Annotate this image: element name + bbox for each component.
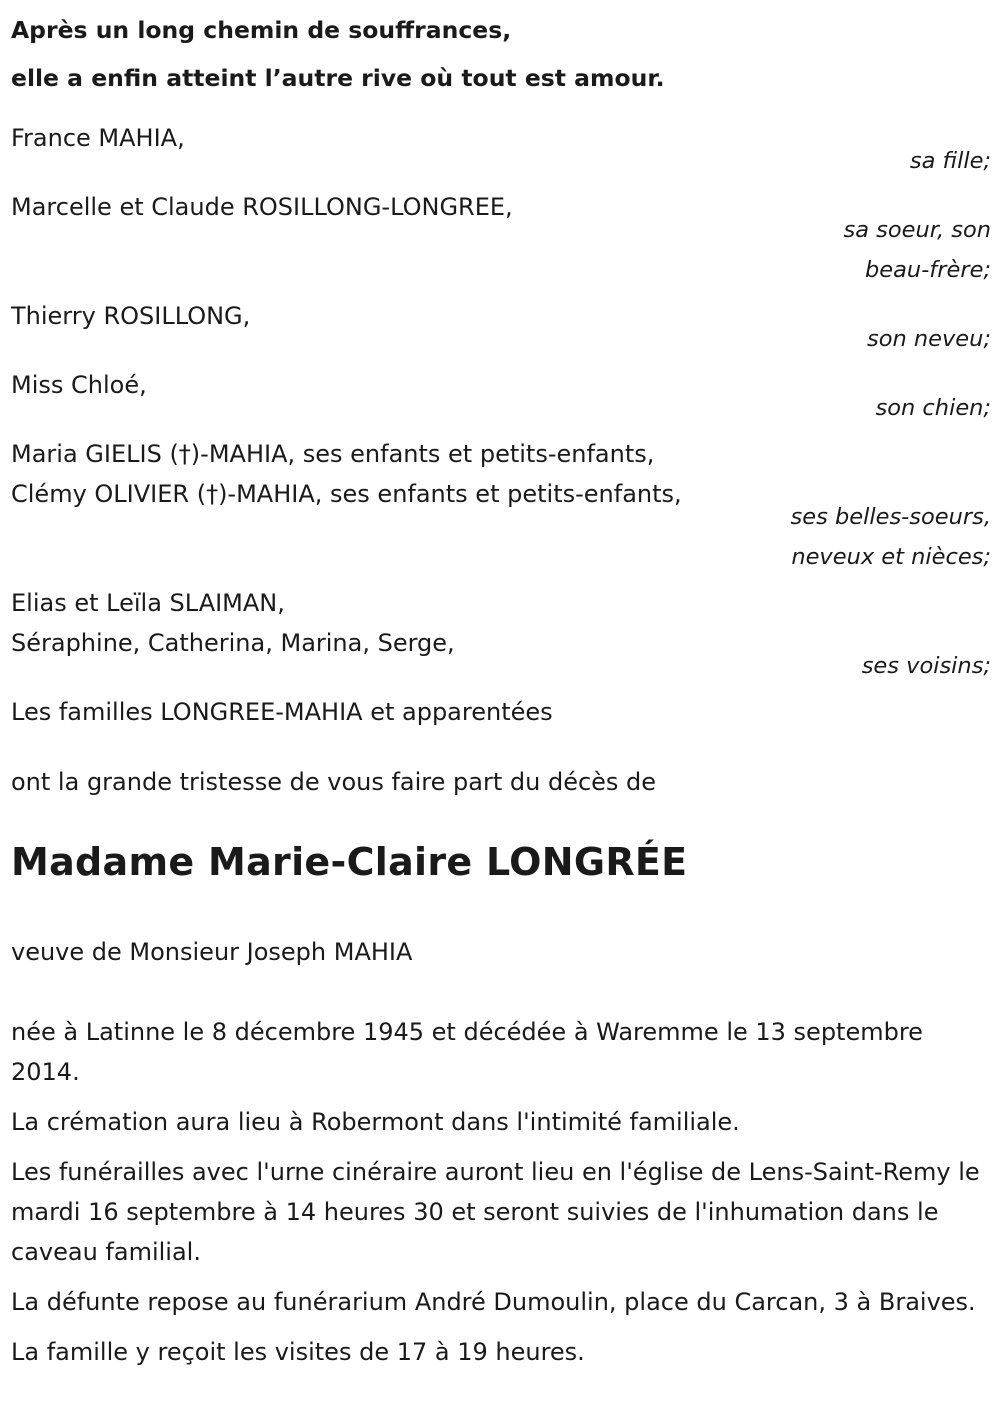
funeral-info: Les funérailles avec l'urne cinéraire auront lieu en l'église de Lens-Saint-Remy le mardi 16 septembre à 14 heures 30 et seront suivies de l'inhumation dans le caveau familial. [11,1158,980,1266]
mourner-name: Elias et Leïla SLAIMAN, [11,589,285,617]
mourner-name: Clémy OLIVIER (†)-MAHIA, ses enfants et petits-enfants, [11,480,682,508]
mourner-name: Les familles LONGREE-MAHIA et apparentées [11,698,553,726]
relation-line: son neveu; [866,326,991,352]
relation-line: ses voisins; [861,653,991,679]
mourner-name: Thierry ROSILLONG, [11,302,251,330]
relation-line: neveux et nièces; [791,544,991,570]
epigraph-line-2: elle a enfin atteint l’autre rive où tout est amour. [11,64,665,92]
deceased-name: Madame Marie-Claire LONGRÉE [11,840,688,884]
birth-death-dates: née à Latinne le 8 décembre 1945 et décédée à Waremme le 13 septembre 2014. [11,1018,923,1086]
epigraph-line-1: Après un long chemin de souffrances, [11,16,512,44]
mourners-list [11,118,991,732]
mourner-relation [11,388,991,428]
relation-line: sa soeur, son [843,217,991,243]
mourner-name: Séraphine, Catherina, Marina, Serge, [11,629,455,657]
mourner-group-sister [11,187,991,290]
mourner-group-dog [11,365,991,428]
visiting-hours: La famille y reçoit les visites de 17 à 19 heures. [11,1338,585,1366]
relation-line: son chien; [875,395,991,421]
mourner-group-daughter [11,118,991,181]
mourner-group-neighbours [11,583,991,686]
mourner-name: Maria GIELIS (†)-MAHIA, ses enfants et petits-enfants, [11,440,655,468]
cremation-info: La crémation aura lieu à Robermont dans l'intimité familiale. [11,1108,740,1136]
epigraph [11,6,991,102]
mourner-group-nephew [11,296,991,359]
mourner-name: France MAHIA, [11,124,185,152]
relation-line: ses belles-soeurs, [790,504,991,530]
obituary-notice [11,6,991,1382]
mourner-name: Miss Chloé, [11,371,147,399]
mourner-group-families [11,692,991,732]
funeral-home-info: La défunte repose au funérarium André Dumoulin, place du Carcan, 3 à Braives. [11,1288,976,1316]
mourner-name: Marcelle et Claude ROSILLONG-LONGREE, [11,193,513,221]
relation-line: beau-frère; [865,257,991,283]
funeral-details [11,1012,991,1372]
relation-line: sa fille; [909,148,991,174]
announcement-intro: ont la grande tristesse de vous faire part du décès de [11,768,657,796]
mourner-group-sisters-in-law [11,434,991,577]
widow-of: veuve de Monsieur Joseph MAHIA [11,938,413,966]
